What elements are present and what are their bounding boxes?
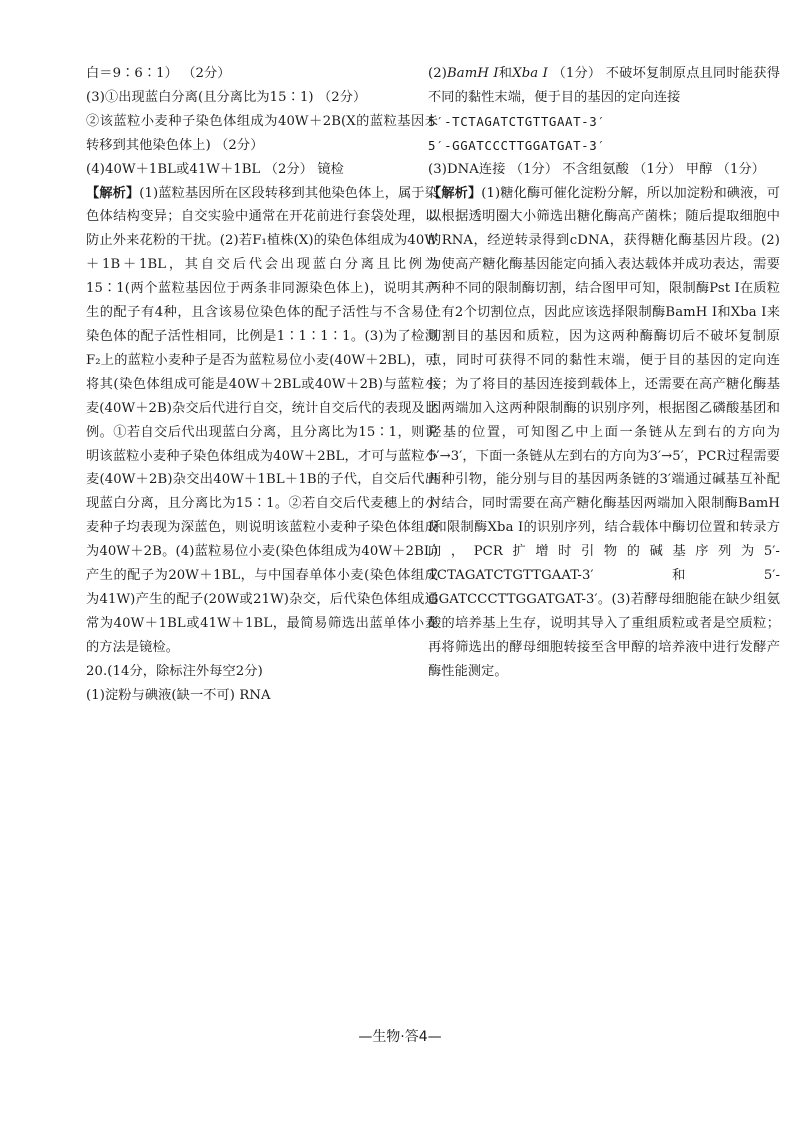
analysis-tag: 【解析】 <box>86 185 140 201</box>
answer-line: (1)淀粉与碘液(缺一不可) RNA <box>86 687 271 703</box>
analysis-paragraph <box>428 182 780 684</box>
answer-line: ②该蓝粒小麦种子染色体组成为40W＋2B(X的蓝粒基因未转移到其他染色体上) （2分） <box>86 113 438 153</box>
answer-line: (3)DNA连接 （1分） 不含组氨酸 （1分） 甲醇 （1分） <box>428 161 766 177</box>
answer-line: (3)①出现蓝白分离(且分离比为15∶1) （2分） <box>86 89 367 105</box>
analysis-paragraph <box>86 182 438 660</box>
left-column <box>86 62 438 707</box>
enzyme-name: BamH Ⅰ <box>446 66 499 81</box>
answer-line: (2)BamH Ⅰ和Xba Ⅰ （1分） 不破坏复制原点且同时能获得不同的黏性末端，便于目的基因的定向连接 <box>428 66 780 105</box>
analysis-text: (1)蓝粒基因所在区段转移到其他染色体上，属于染色体结构变异；自交实验中通常在开花前进行套袋处理，以防止外来花粉的干扰。(2)若F₁植株(X)的染色体组成为40W＋1B＋1BL，其自交后代会出现蓝白分离且比例为15∶1(两个蓝粒基因位于两条非同源染色体上)，说明其产生的配子有4种，且含该易位染色体的配子活性与不含易位染色体的配子活性相同，比例是1∶1∶1∶1。(3)为了检测F₂上的蓝粒小麦种子是否为蓝粒易位小麦(40W＋2BL)，可将其(染色体组成可能是40W＋2BL或40W＋2B)与蓝粒小麦(40W＋2B)杂交后代进行自交，统计自交后代的表现及比例。①若自交后代出现蓝白分离，且分离比为15∶1，则说明该蓝粒小麦种子染色体组成为40W＋2BL，才可与蓝粒小麦(40W＋2B)杂交出40W＋1BL＋1B的子代，自交后代出现蓝白分离，且分离比为15∶1。②若自交后代麦穗上的小麦种子均表现为深蓝色，则说明该蓝粒小麦种子染色体组成为40W＋2B。(4)蓝粒易位小麦(染色体组成为40W＋2BL)产生的配子为20W＋1BL，与中国春单体小麦(染色体组成为41W)产生的配子(20W或21W)杂交，后代染色体组成通常为40W＋1BL或41W＋1BL，最简易筛选出蓝单体小麦的方法是镜检。 <box>86 185 439 655</box>
primer-sequence-2: 5′-GGATCCCTTGGATGAT-3′ <box>428 137 606 153</box>
right-column <box>428 62 780 684</box>
primer-sequence-1: 5′-TCTAGATCTGTTGAAT-3′ <box>428 113 606 129</box>
answer-line: (4)40W＋1BL或41W＋1BL （2分） 镜检 <box>86 161 344 177</box>
page-footer: —生物·答4— <box>358 1029 442 1045</box>
question-20-header: 20.(14分，除标注外每空2分) <box>86 663 263 679</box>
analysis-tag: 【解析】 <box>428 185 482 201</box>
enzyme-name: Xba Ⅰ <box>512 66 549 81</box>
analysis-text: (1)糖化酶可催化淀粉分解，所以加淀粉和碘液，可以根据透明圈大小筛选出糖化酶高产菌株；随后提取细胞中的RNA，经逆转录得到cDNA，获得糖化酶基因片段。(2)为使高产糖化酶基因能定向插入表达载体并成功表达，需要两种不同的限制酶切割，结合图甲可知，限制酶Pst Ⅰ在质粒上有2个切割位点，因此应该选择限制酶BamH Ⅰ和Xba Ⅰ来切割目的基因和质粒，因为这两种酶酶切后不破坏复制原点，同时可获得不同的黏性末端，便于目的基因的定向连接；为了将目的基因连接到载体上，还需要在高产糖化酶基因两端加入这两种限制酶的识别序列，根据图乙磷酸基团和羟基的位置，可知图乙中上面一条链从左到右的方向为5′→3′，下面一条链从左到右的方向为3′→5′，PCR过程需要两种引物，能分别与目的基因两条链的3′端通过碱基互补配对结合，同时需要在高产糖化酶基因两端加入限制酶BamH Ⅰ和限制酶Xba Ⅰ的识别序列，结合载体中酶切位置和转录方向，PCR扩增时引物的碱基序列为5′-TCTAGATCTGTTGAAT-3′和5′-GGATCCCTTGGATGAT-3′。(3)若酵母细胞能在缺少组氨酸的培养基上生存，说明其导入了重组质粒或者是空质粒；再将筛选出的酵母细胞转接至含甲醇的培养液中进行发酵产酶性能测定。 <box>428 185 781 679</box>
answer-line: 白＝9∶6∶1） （2分） <box>86 66 231 81</box>
